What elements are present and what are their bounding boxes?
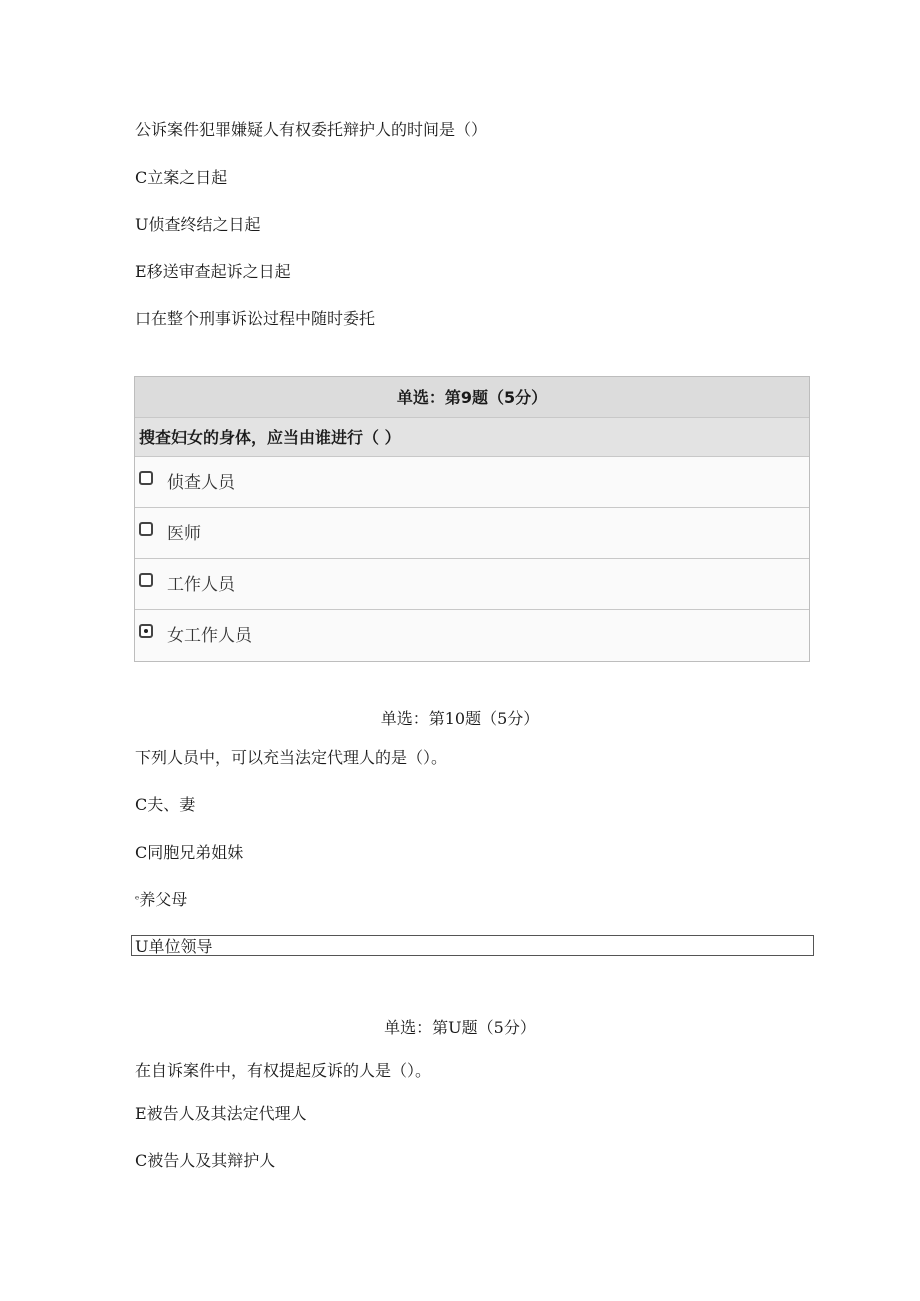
q11-option-1[interactable]: E被告人及其法定代理人 <box>135 1104 307 1123</box>
q9-header: 单选：第9题（5分） <box>135 377 809 418</box>
q9-option-label-3: 工作人员 <box>167 575 235 595</box>
q9-option-row-4[interactable] <box>135 610 809 661</box>
q8-option-2[interactable]: U侦查终结之日起 <box>135 215 261 234</box>
q9-option-label-1: 侦查人员 <box>167 473 235 493</box>
q8-option-4[interactable]: 口在整个刑事诉讼过程中随时委托 <box>135 309 376 328</box>
q9-question: 搜查妇女的身体，应当由谁进行（ ） <box>135 418 809 457</box>
radio-unchecked-icon[interactable] <box>139 573 153 587</box>
q10-option-2[interactable]: C同胞兄弟姐妹 <box>135 843 244 862</box>
q8-option-1[interactable]: C立案之日起 <box>135 168 228 187</box>
q10-option-3-label: 养父母 <box>139 890 188 909</box>
q9-option-label-4: 女工作人员 <box>167 626 252 646</box>
q9-option-row-3[interactable] <box>135 559 809 610</box>
q10-option-4[interactable]: U单位领导 <box>131 935 814 956</box>
radio-unchecked-icon[interactable] <box>139 471 153 485</box>
radio-checked-icon[interactable] <box>139 624 153 638</box>
q10-header: 单选：第10题（5分） <box>380 709 540 728</box>
q10-question: 下列人员中，可以充当法定代理人的是（）。 <box>135 748 448 767</box>
q8-option-3[interactable]: E移送审查起诉之日起 <box>135 262 291 281</box>
q11-option-2[interactable]: C被告人及其辩护人 <box>135 1151 276 1170</box>
q10-option-1[interactable]: C夫、妻 <box>135 795 196 814</box>
q9-option-label-2: 医师 <box>167 524 201 544</box>
q11-question: 在自诉案件中，有权提起反诉的人是（）。 <box>135 1061 432 1080</box>
q11-header: 单选：第U题（5分） <box>384 1018 536 1037</box>
radio-unchecked-icon[interactable] <box>139 522 153 536</box>
q9-option-row-1[interactable] <box>135 457 809 508</box>
q8-question: 公诉案件犯罪嫌疑人有权委托辩护人的时间是（） <box>135 120 488 139</box>
q9-option-row-2[interactable] <box>135 508 809 559</box>
q10-option-3-mark: ᵉ <box>135 893 140 906</box>
q9-panel <box>134 376 810 662</box>
q10-option-3[interactable] <box>135 890 187 910</box>
